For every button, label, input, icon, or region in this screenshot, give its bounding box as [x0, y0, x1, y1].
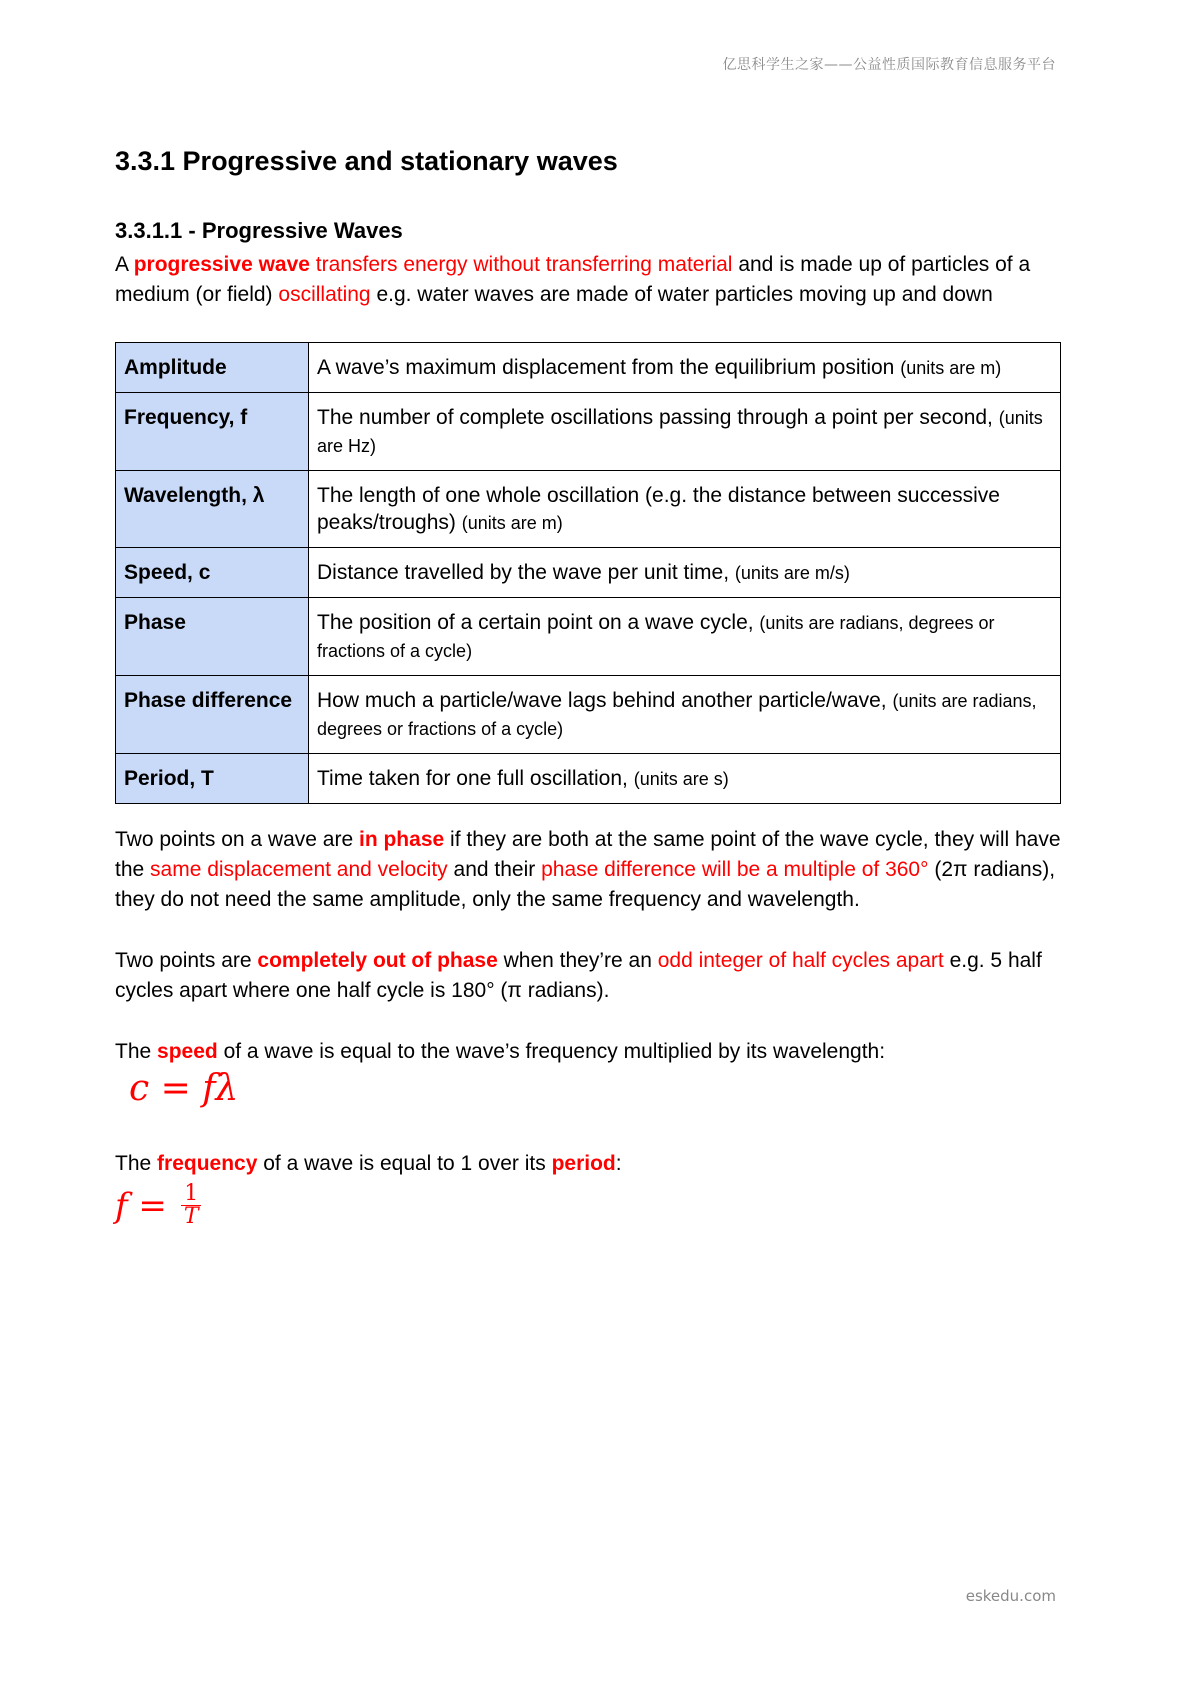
- term-cell: Wavelength, λ: [116, 471, 309, 548]
- table-row: [116, 471, 1061, 548]
- speed-formula: c = fλ: [129, 1068, 239, 1109]
- term-cell: Phase difference: [116, 676, 309, 754]
- definitions-table: [115, 342, 1061, 804]
- fraction: [181, 1183, 202, 1228]
- in-phase-paragraph: Two points on a wave are in phase if they are both at the same point of the wave cycle, they will have the same displacement and velocity and their phase difference will be a multiple of 360° (2π radians), they do not need the same amplitude, only the same frequency and wavelength.: [115, 828, 1061, 911]
- formula-lhs: f =: [115, 1185, 167, 1226]
- section-title: 3.3.1.1 - Progressive Waves: [115, 218, 403, 243]
- table-row: [116, 598, 1061, 676]
- term-cell: Phase: [116, 598, 309, 676]
- footer-note: eskedu.com: [965, 1587, 1056, 1605]
- definition-cell: How much a particle/wave lags behind another particle/wave, (units are radians, degrees or fractions of a cycle): [309, 676, 1061, 754]
- table-row: [116, 676, 1061, 754]
- term-cell: Period, T: [116, 754, 309, 804]
- frequency-paragraph: The frequency of a wave is equal to 1 over its period:: [115, 1152, 622, 1175]
- definition-cell: Time taken for one full oscillation, (units are s): [309, 754, 1061, 804]
- table-row: [116, 343, 1061, 393]
- term-cell: Frequency, f: [116, 393, 309, 471]
- definition-cell: The number of complete oscillations passing through a point per second, (units are Hz): [309, 393, 1061, 471]
- definition-cell: Distance travelled by the wave per unit time, (units are m/s): [309, 548, 1061, 598]
- page-title: 3.3.1 Progressive and stationary waves: [115, 146, 618, 176]
- header-note: 亿思科学生之家——公益性质国际教育信息服务平台: [722, 57, 1056, 73]
- definition-cell: A wave’s maximum displacement from the equilibrium position (units are m): [309, 343, 1061, 393]
- fraction-denominator: T: [183, 1204, 199, 1229]
- table-row: [116, 548, 1061, 598]
- intro-paragraph: A progressive wave transfers energy without transferring material and is made up of particles of a medium (or field) oscillating e.g. water waves are made of water particles moving up and down: [115, 253, 1031, 306]
- table-row: [116, 393, 1061, 471]
- speed-paragraph: The speed of a wave is equal to the wave’s frequency multiplied by its wavelength:: [115, 1040, 886, 1063]
- frequency-formula: [115, 1183, 202, 1228]
- out-of-phase-paragraph: Two points are completely out of phase when they’re an odd integer of half cycles apart e.g. 5 half cycles apart where one half cycle is 180° (π radians).: [115, 949, 1042, 1002]
- fraction-numerator: 1: [181, 1183, 201, 1206]
- term-cell: Amplitude: [116, 343, 309, 393]
- table-row: [116, 754, 1061, 804]
- term-cell: Speed, c: [116, 548, 309, 598]
- definition-cell: The length of one whole oscillation (e.g. the distance between successive peaks/troughs) (units are m): [309, 471, 1061, 548]
- definition-cell: The position of a certain point on a wave cycle, (units are radians, degrees or fractions of a cycle): [309, 598, 1061, 676]
